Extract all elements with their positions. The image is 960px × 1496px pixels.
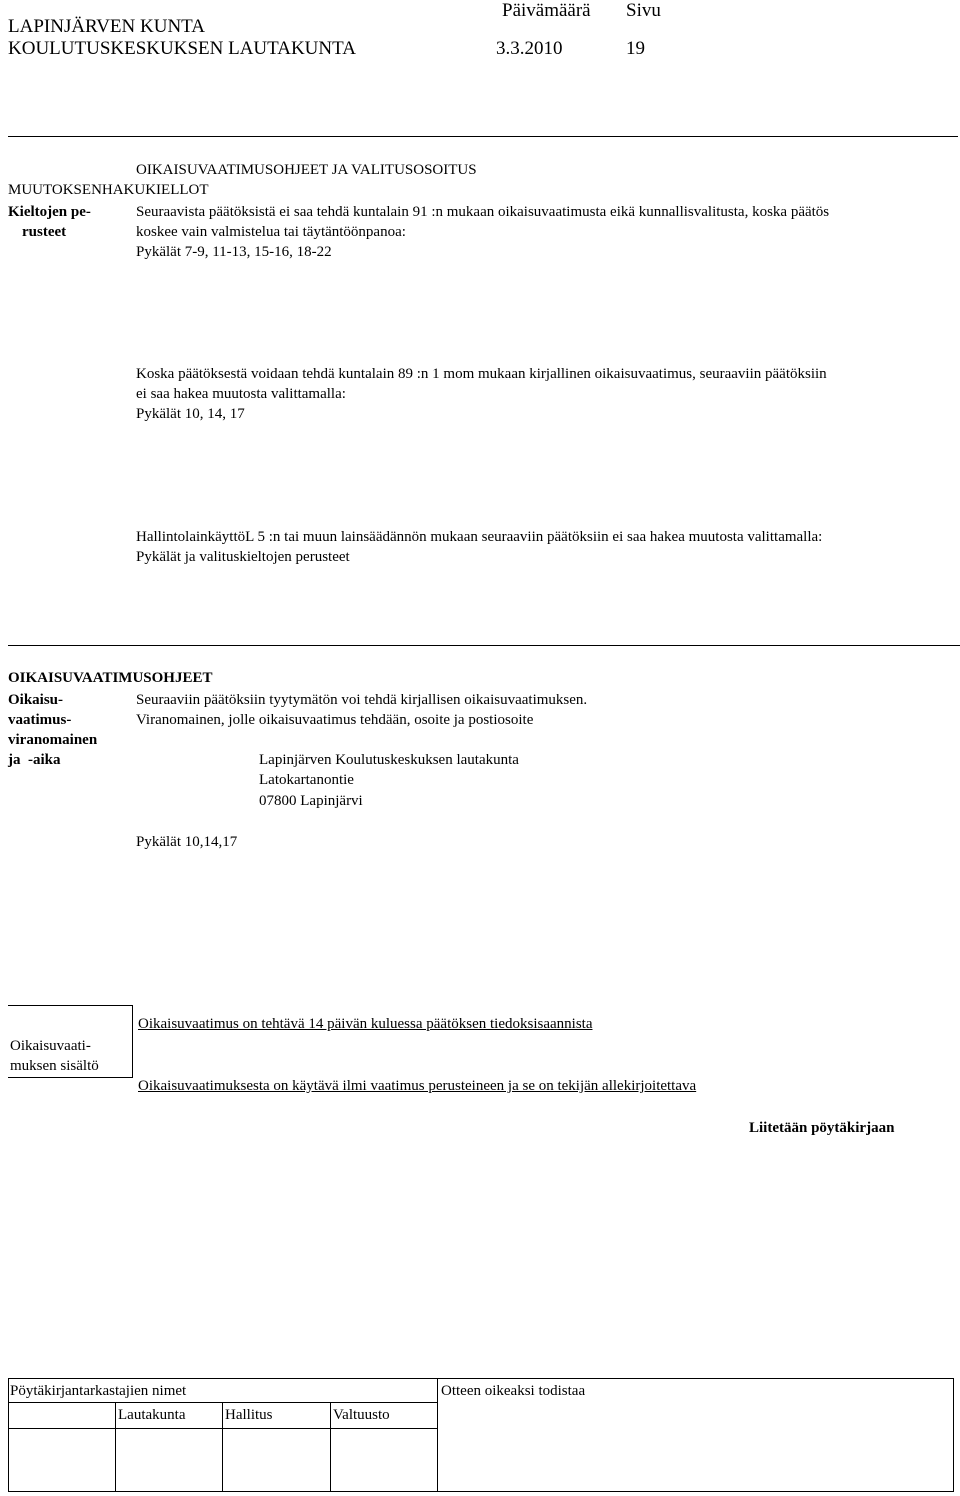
para2-line3: Pykälät 10, 14, 17 — [136, 406, 245, 422]
org-name: LAPINJÄRVEN KUNTA — [8, 16, 205, 37]
side-oikaisu: Oikaisu- — [8, 692, 64, 708]
para1-line3: Pykälät 7-9, 11-13, 15-16, 18-22 — [136, 244, 332, 260]
side-oikaisuvaati: Oikaisuvaati- — [10, 1038, 91, 1054]
signature-col-lautakunta: Lautakunta — [118, 1407, 186, 1423]
side-box-right — [132, 1005, 133, 1077]
side-viranomainen: viranomainen — [8, 732, 98, 748]
signature-left-header: Pöytäkirjantarkastajien nimet — [10, 1383, 187, 1399]
address-line1: Lapinjärven Koulutuskeskuksen lautakunta — [259, 752, 519, 768]
section2-title: OIKAISUVAATIMUSOHJEET — [8, 670, 213, 686]
side-box-bottom — [8, 1077, 133, 1078]
address-line2: Latokartanontie — [259, 772, 354, 788]
page-label: Sivu — [626, 0, 661, 21]
side-ja-aika: ja -aika — [8, 752, 61, 768]
meeting-date: 3.3.2010 — [496, 38, 563, 59]
signature-col-divider-2 — [222, 1402, 223, 1492]
signature-col-header-rule — [8, 1428, 438, 1429]
header-rule — [8, 136, 958, 137]
signature-header-rule — [8, 1402, 438, 1403]
oikaisu-sections: Pykälät 10,14,17 — [136, 834, 238, 850]
address-line3: 07800 Lapinjärvi — [259, 793, 363, 809]
side-muksen-sisalto: muksen sisältö — [10, 1058, 99, 1074]
section1-title: OIKAISUVAATIMUSOHJEET JA VALITUSOSOITUS — [136, 162, 477, 178]
signature-col-divider-3 — [330, 1402, 331, 1492]
side-box-top — [8, 1005, 133, 1006]
signature-right-header: Otteen oikeaksi todistaa — [441, 1383, 586, 1399]
signature-col-valtuusto: Valtuusto — [333, 1407, 390, 1423]
para2-line2: ei saa hakea muutosta valittamalla: — [136, 386, 346, 402]
date-label: Päivämäärä — [502, 0, 591, 21]
oikaisu-line1: Seuraaviin päätöksiin tyytymätön voi tehdä kirjallisen oikaisuvaatimuksen. — [136, 692, 588, 708]
signature-col-hallitus: Hallitus — [225, 1407, 273, 1423]
para3-line1: HallintolainkäyttöL 5 :n tai muun lainsäädännön mukaan seuraaviin päätöksiin ei saa hakea muutosta valittamalla: — [136, 529, 823, 545]
content-line1: Oikaisuvaatimus on tehtävä 14 päivän kuluessa päätöksen tiedoksisaannista — [138, 1016, 593, 1032]
signature-col-divider-1 — [115, 1402, 116, 1492]
content-line2: Oikaisuvaatimuksesta on käytävä ilmi vaatimus perusteineen ja se on tekijän allekirjoitettava — [138, 1078, 697, 1094]
section-rule — [8, 645, 960, 646]
para2-line1: Koska päätöksestä voidaan tehdä kuntalain 89 :n 1 mom mukaan kirjallinen oikaisuvaatimus, seuraaviin päätöksiin — [136, 366, 827, 382]
para1-line1: Seuraavista päätöksistä ei saa tehdä kuntalain 91 :n mukaan oikaisuvaatimusta eikä kunnallisvalitusta, koska päätös — [136, 204, 830, 220]
oikaisu-line2: Viranomainen, jolle oikaisuvaatimus tehdään, osoite ja postiosoite — [136, 712, 534, 728]
section1-subtitle: MUUTOKSENHAKUKIELLOT — [8, 182, 209, 198]
signature-table-divider — [437, 1378, 438, 1492]
para3-line2: Pykälät ja valituskieltojen perusteet — [136, 549, 350, 565]
attach-note: Liitetään pöytäkirjaan — [749, 1120, 895, 1136]
board-name: KOULUTUSKESKUKSEN LAUTAKUNTA — [8, 38, 356, 59]
side-vaatimus: vaatimus- — [8, 712, 72, 728]
page-number: 19 — [626, 38, 645, 59]
side-label-perusteet: rusteet — [22, 224, 67, 240]
side-label-kieltojen: Kieltojen pe- — [8, 204, 91, 220]
para1-line2: koskee vain valmistelua tai täytäntöönpanoa: — [136, 224, 406, 240]
